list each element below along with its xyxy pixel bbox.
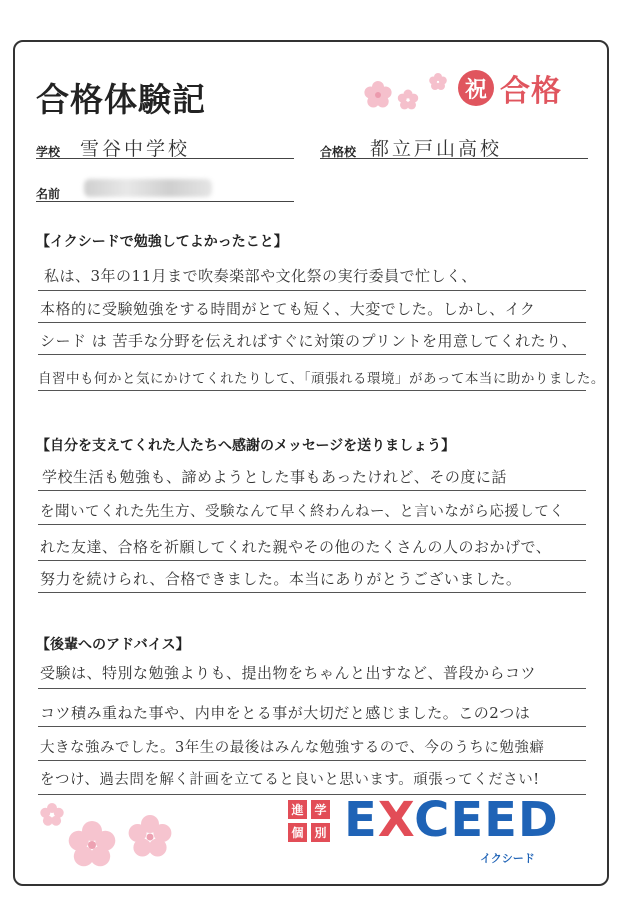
school-label: 学校 [36,145,61,159]
school-underline [36,158,294,159]
section-heading: 【後輩へのアドバイス】 [36,637,190,653]
essay-line: シード は 苦手な分野を伝えればすぐに対策のプリントを用意してくれたり、 [40,332,577,350]
passed-school-value: 都立戸山高校 [370,138,503,160]
logo-letters-ceed: CEED [414,792,559,848]
logo-grid [288,800,330,842]
logo-letter-e: E [344,792,378,848]
ruled-line [38,688,586,689]
essay-line: 受験は、特別な勉強よりも、提出物をちゃんと出すなど、普段からコツ [40,664,537,682]
redacted-name [84,179,212,197]
logo-kana: イクシード [480,852,535,865]
ruled-line [38,592,586,593]
essay-line: 自習中も何かと気にかけてくれたりして、「頑張れる環境」があって本当に助かりました。 [38,371,605,387]
logo-grid-cell: 学 [311,800,330,819]
ruled-line [38,354,586,355]
logo-word [344,792,559,848]
school-value: 雪谷中学校 [80,138,191,160]
essay-line: 大きな強みでした。3年生の最後はみんな勉強するので、今のうちに勉強癖 [40,740,545,756]
ruled-line [38,524,586,525]
ruled-line [38,322,586,323]
sakura-flower-icon [360,70,455,115]
ruled-line [38,390,586,391]
essay-line: をつけ、過去問を解く計画を立てると良いと思います。頑張ってください! [40,772,540,788]
logo-letter-x: X [377,792,415,848]
passed-school-label: 合格校 [320,145,357,159]
essay-line: を聞いてくれた先生方、受験なんて早く終わんねー、と言いながら応援してく [40,504,565,520]
logo-grid-cell: 別 [311,823,330,842]
ruled-line [38,290,586,291]
essay-line: コツ積み重ねた事や、内申をとる事が大切だと感じました。この2つは [40,704,531,722]
celebrate-mark: 祝 [458,70,494,106]
ruled-line [38,490,586,491]
logo-grid-cell: 進 [288,800,307,819]
essay-line: 学校生活も勉強も、諦めようとした事もあったけれど、その度に話 [42,468,507,486]
celebrate-badge [458,66,562,110]
ruled-line [38,726,586,727]
exceed-logo [272,788,582,870]
page-title: 合格体験記 [36,80,206,119]
ruled-line [38,760,586,761]
celebrate-text: 合格 [500,74,562,109]
section-heading: 【自分を支えてくれた人たちへ感謝のメッセージを送りましょう】 [36,438,456,454]
essay-line: れた友達、合格を祈願してくれた親やその他のたくさんの人のおかげで、 [40,538,552,556]
sakura-flower-icon [30,795,180,880]
logo-grid-cell: 個 [288,823,307,842]
section-heading: 【イクシードで勉強してよかったこと】 [36,234,288,250]
name-underline [36,201,294,202]
name-label: 名前 [36,187,61,201]
essay-line: 本格的に受験勉強をする時間がとても短く、大変でした。しかし、イク [40,300,536,318]
essay-line: 私は、3年の11月まで吹奏楽部や文化祭の実行委員で忙しく、 [44,267,477,285]
essay-line: 努力を続けられ、合格できました。本当にありがとうございました。 [40,570,522,588]
ruled-line [38,560,586,561]
passed-school-underline [320,158,588,159]
